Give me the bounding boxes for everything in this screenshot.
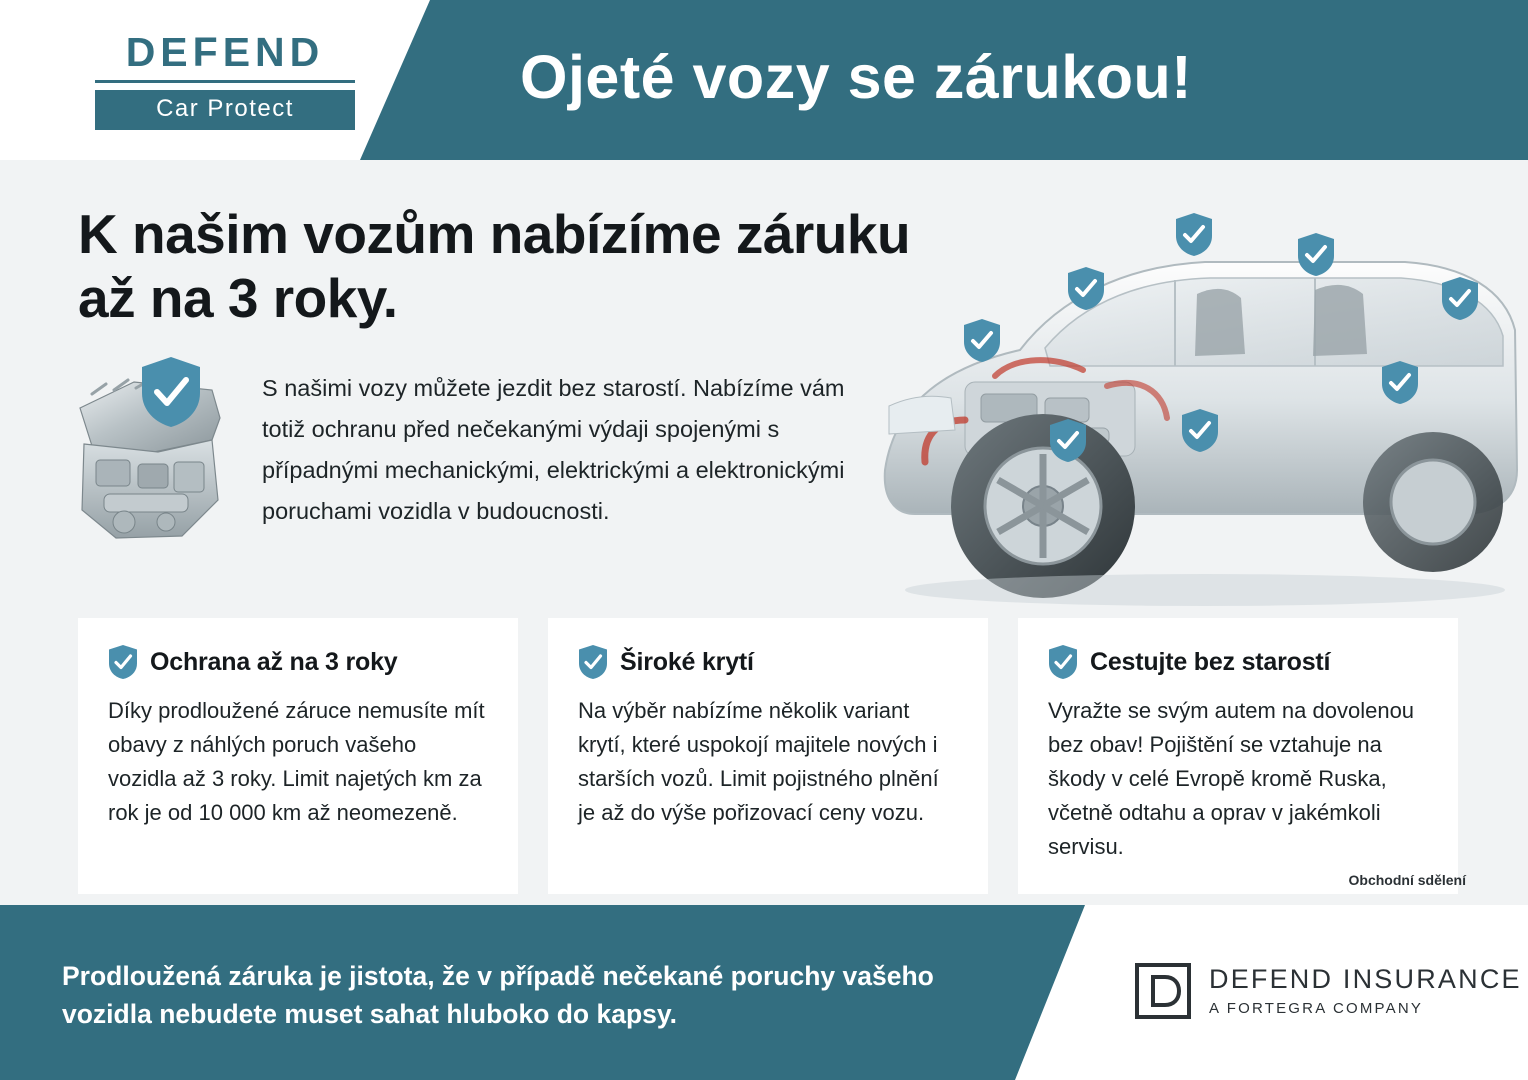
feature-card-header [578,644,958,680]
footer-slogan: Prodloužená záruka je jistota, že v případě nečekané poruchy vašeho vozidla nebudete muset sahat hluboko do kapsy. [62,961,934,1030]
feature-card-title: Ochrana až na 3 roky [150,647,398,676]
footer-company-logo [1135,963,1522,1019]
shield-check-icon [140,355,202,429]
shield-check-icon [1049,418,1087,463]
shield-check-icon [578,644,608,680]
footer-company-name: DEFEND INSURANCE [1209,964,1522,995]
brand-logo-main: DEFEND [95,32,355,83]
feature-card [548,618,988,894]
shield-check-icon [1441,276,1479,321]
defend-mark-icon [1135,963,1191,1019]
header [0,0,1528,160]
header-title: Ojeté vozy se zárukou! [520,43,1193,111]
feature-card-text: Díky prodloužené záruce nemusíte mít obavy z náhlých poruch vašeho vozidla až 3 roky. Limit najetých km za rok je od 10 000 km až neomezeně. [108,698,485,826]
main-content [0,160,1528,905]
feature-card-header [108,644,488,680]
brand-logo [95,29,355,130]
shield-check-icon [1381,360,1419,405]
feature-card-text: Na výběr nabízíme několik variant krytí, které uspokojí majitele nových i starších vozů. Limit pojistného plnění je až do výše pořizovací ceny vozu. [578,698,939,826]
feature-cards [78,618,1458,894]
footer-company-sub: A FORTEGRA COMPANY [1209,999,1424,1017]
brand-logo-sub: Car Protect [95,90,355,130]
feature-card [1018,618,1458,894]
feature-card-title: Cestujte bez starostí [1090,647,1331,676]
shield-check-icon [1181,408,1219,453]
shield-check-icon [1048,644,1078,680]
feature-card-title: Široké krytí [620,647,754,676]
shield-check-icon [1175,212,1213,257]
footer [0,905,1528,1080]
disclaimer-text: Obchodní sdělení [1348,872,1466,888]
feature-card [78,618,518,894]
page-headline: K našim vozům nabízíme záruku až na 3 roky. [78,203,911,330]
shield-check-icon [1067,266,1105,311]
intro-paragraph: S našimi vozy můžete jezdit bez starostí. Nabízíme vám totiž ochranu před nečekanými výdaji spojenými s případnými mechanickými, elektrickými a elektronickými poruchami vozidla v budoucnosti. [262,375,845,525]
footer-company-text [1209,965,1522,1017]
shield-check-icon [1297,232,1335,277]
shield-check-icon [108,644,138,680]
feature-card-text: Vyražte se svým autem na dovolenou bez obav! Pojištění se vztahuje na škody v celé Evropě kromě Ruska, včetně odtahu a oprav v jakémkoli servisu. [1048,698,1415,860]
shield-check-icon [963,318,1001,363]
feature-card-header [1048,644,1428,680]
car-shield-markers [845,170,1525,630]
car-illustration [845,170,1525,630]
